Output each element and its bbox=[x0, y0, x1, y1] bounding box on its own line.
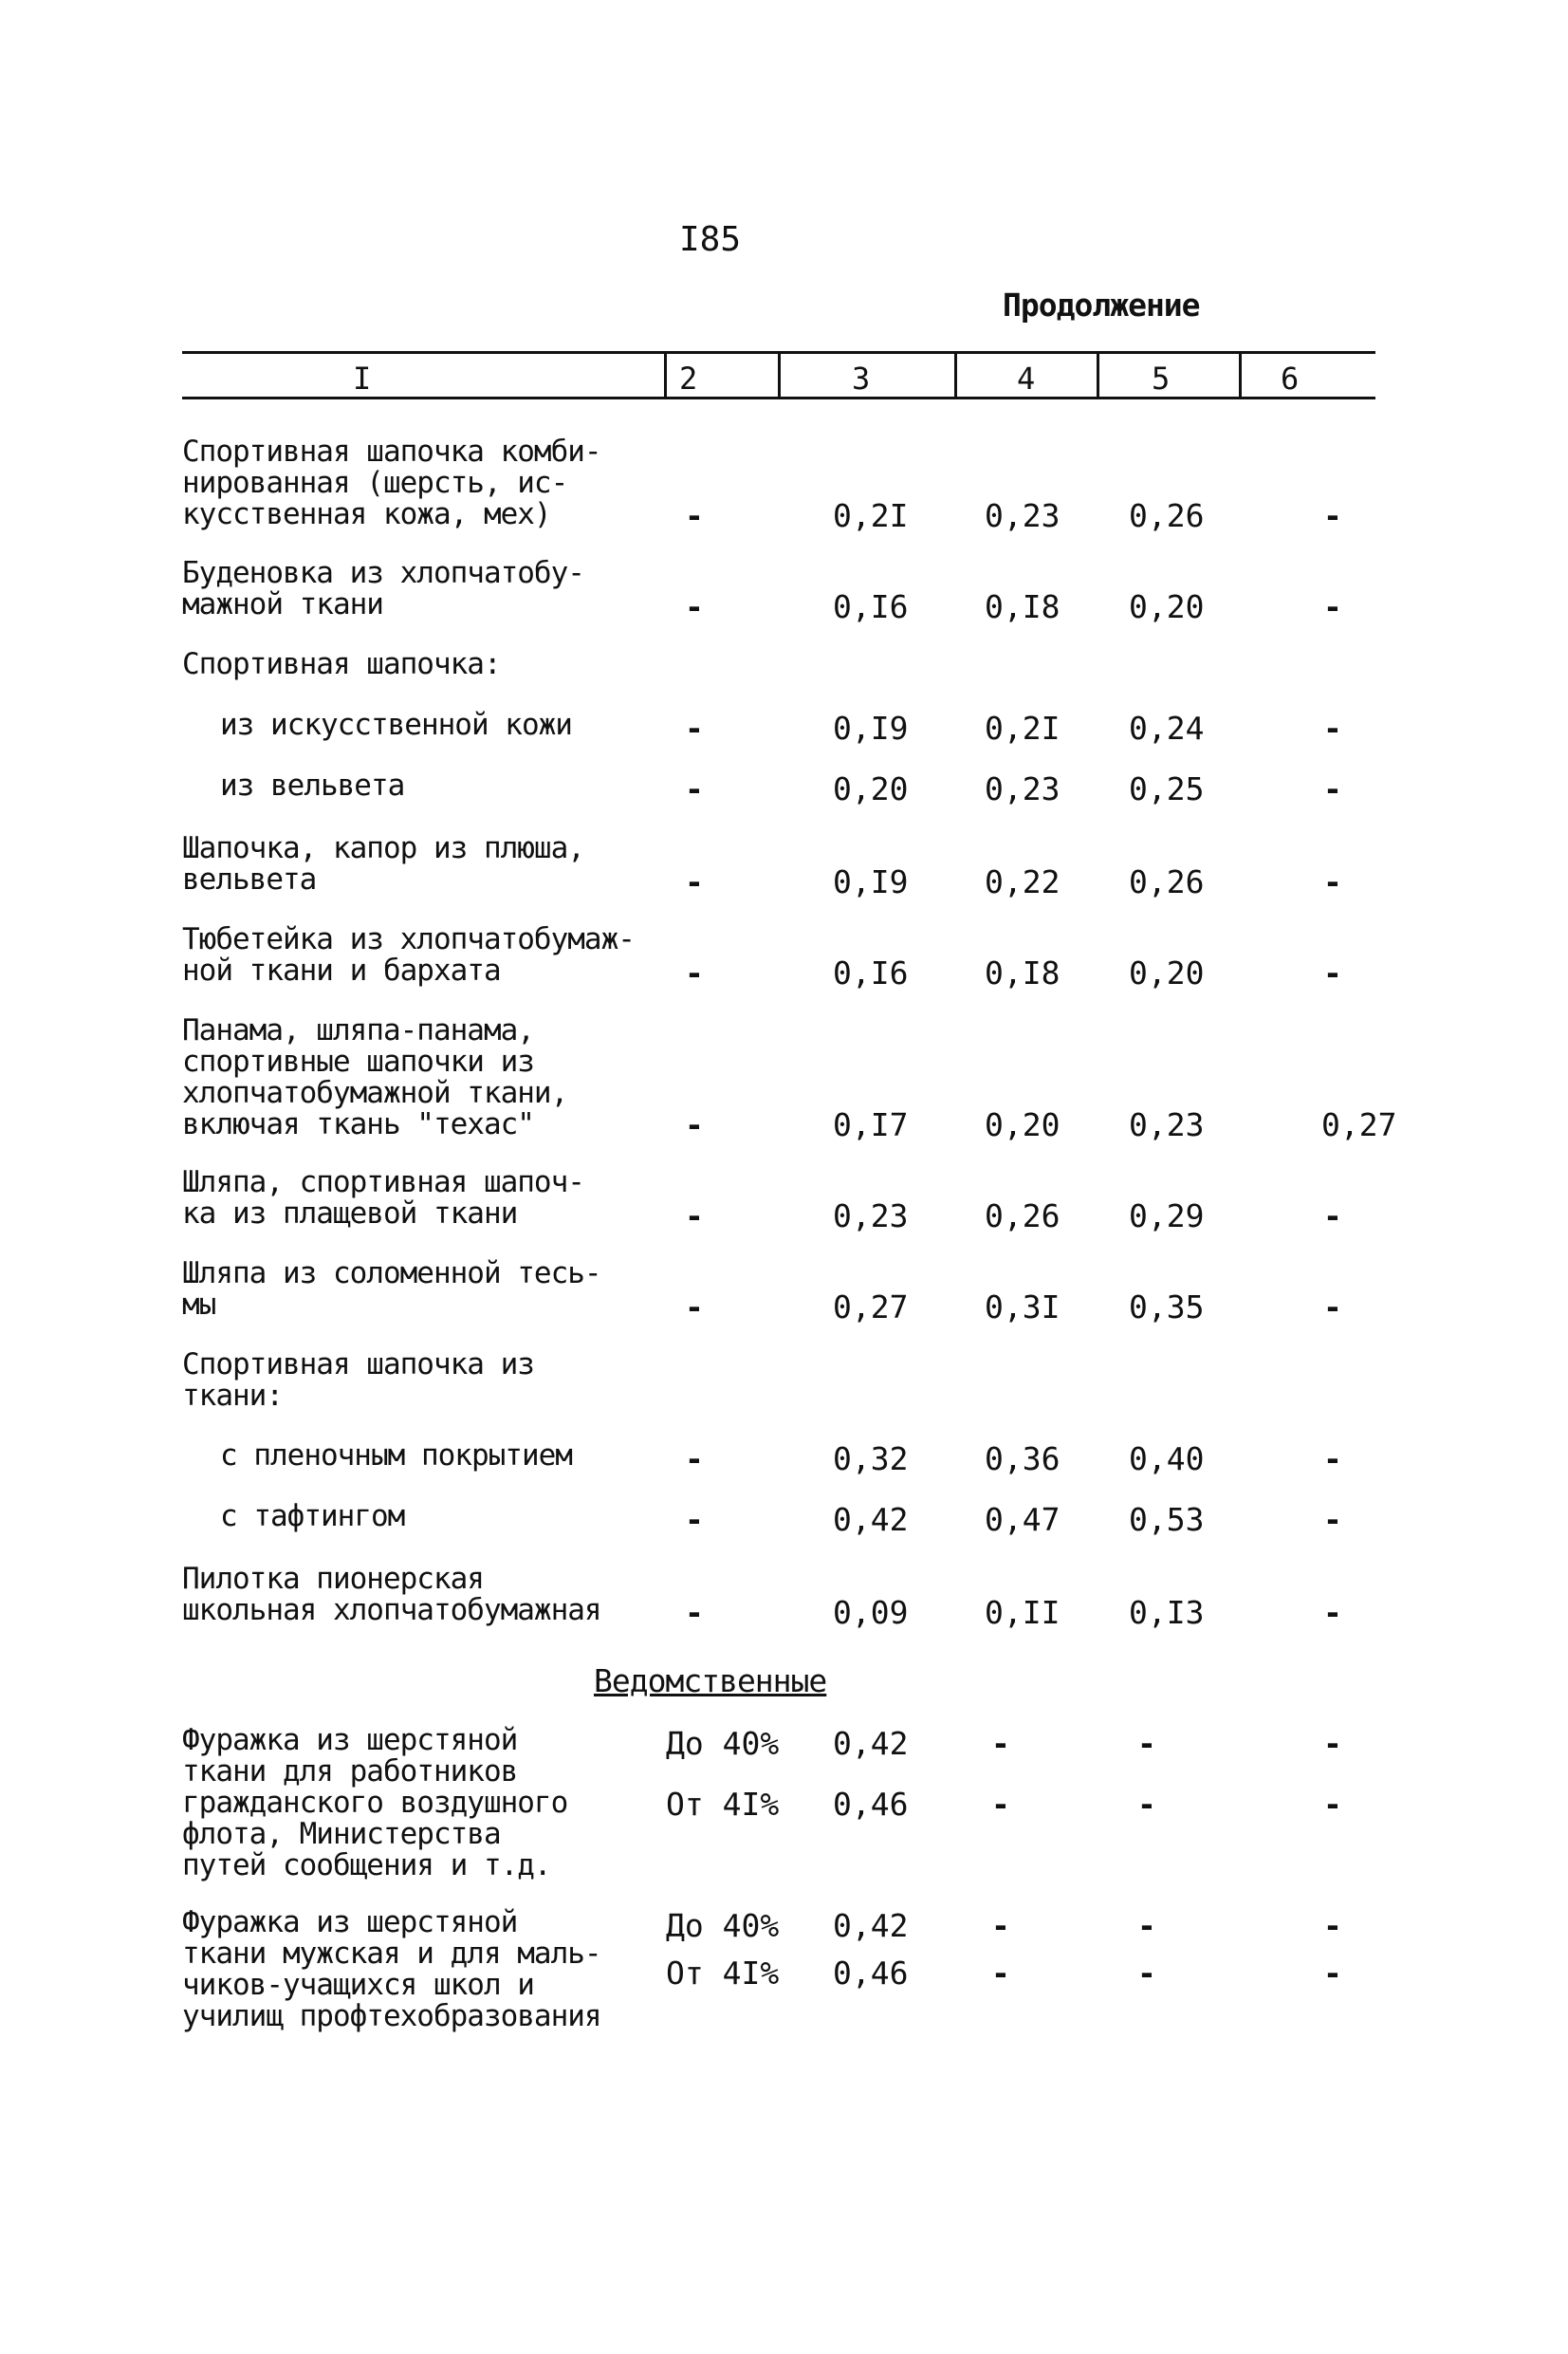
row-cell-col4: 0,23 bbox=[985, 770, 1061, 807]
section-cell-col4: - bbox=[991, 1955, 1010, 1992]
section-cell-col6: - bbox=[1323, 1786, 1342, 1823]
row-cell-col5: 0,20 bbox=[1129, 588, 1205, 625]
column-header-4: 4 bbox=[1017, 361, 1036, 397]
row-cell-col3: 0,I7 bbox=[833, 1106, 909, 1143]
row-cell-col4: 0,2I bbox=[985, 710, 1061, 747]
section-cell-col3: 0,42 bbox=[833, 1907, 909, 1944]
row-cell-col3: 0,42 bbox=[833, 1501, 909, 1538]
row-label: с тафтингом bbox=[220, 1499, 405, 1533]
row-cell-col3: 0,20 bbox=[833, 770, 909, 807]
column-header-5: 5 bbox=[1152, 361, 1171, 397]
row-cell-col3: 0,09 bbox=[833, 1594, 909, 1631]
section-cell-col3: 0,42 bbox=[833, 1725, 909, 1762]
row-cell-col6: - bbox=[1323, 588, 1342, 625]
row-cell-col2: - bbox=[685, 497, 704, 534]
row-label: с пленочным покрытием bbox=[220, 1438, 572, 1473]
row-cell-col6: - bbox=[1323, 863, 1342, 900]
row-label: Пилотка пионерская школьная хлопчатобумажная bbox=[182, 1562, 601, 1627]
section-cell-col5: - bbox=[1137, 1907, 1156, 1944]
row-label: Буденовка из хлопчатобу- мажной ткани bbox=[182, 556, 584, 621]
section-cell-col5: - bbox=[1137, 1955, 1156, 1992]
row-cell-col6: - bbox=[1323, 710, 1342, 747]
row-cell-col6: - bbox=[1323, 1501, 1342, 1538]
section-row-label: Фуражка из шерстяной ткани мужская и для маль- чиков-учащихся школ и училищ профтехобразования bbox=[182, 1905, 601, 2033]
row-cell-col4: 0,II bbox=[985, 1594, 1061, 1631]
row-label: Шапочка, капор из плюша, вельвета bbox=[182, 831, 584, 897]
row-cell-col4: 0,36 bbox=[985, 1440, 1061, 1477]
row-cell-col4: 0,I8 bbox=[985, 955, 1061, 992]
section-cell-col3: 0,46 bbox=[833, 1786, 909, 1823]
header-divider-2 bbox=[778, 351, 781, 399]
row-cell-col6: - bbox=[1323, 770, 1342, 807]
row-cell-col2: - bbox=[685, 1440, 704, 1477]
row-cell-col5: 0,23 bbox=[1129, 1106, 1205, 1143]
row-cell-col2: - bbox=[685, 770, 704, 807]
row-cell-col3: 0,23 bbox=[833, 1197, 909, 1234]
header-divider-1 bbox=[664, 351, 667, 399]
row-cell-col5: 0,20 bbox=[1129, 955, 1205, 992]
row-cell-col4: 0,26 bbox=[985, 1197, 1061, 1234]
column-header-2: 2 bbox=[679, 361, 698, 397]
row-label: Тюбетейка из хлопчатобумаж- ной ткани и бархата bbox=[182, 922, 635, 988]
row-cell-col5: 0,26 bbox=[1129, 497, 1205, 534]
row-cell-col4: 0,22 bbox=[985, 863, 1061, 900]
row-cell-col6: - bbox=[1323, 1288, 1342, 1325]
section-row-label: Фуражка из шерстяной ткани для работников гражданского воздушного флота, Министерства путей сообщения и т.д. bbox=[182, 1723, 568, 1882]
row-cell-col2: - bbox=[685, 863, 704, 900]
row-label: Спортивная шапочка комби- нированная (шерсть, ис- кусственная кожа, мех) bbox=[182, 435, 601, 531]
row-cell-col2: - bbox=[685, 1106, 704, 1143]
row-cell-col6: 0,27 bbox=[1321, 1106, 1397, 1143]
column-header-6: 6 bbox=[1281, 361, 1300, 397]
row-cell-col6: - bbox=[1323, 1594, 1342, 1631]
row-cell-col4: 0,20 bbox=[985, 1106, 1061, 1143]
section-cell-col2: До 40% bbox=[666, 1907, 780, 1944]
row-label: из искусственной кожи bbox=[220, 708, 572, 742]
section-cell-col6: - bbox=[1323, 1955, 1342, 1992]
row-cell-col5: 0,40 bbox=[1129, 1440, 1205, 1477]
row-label: Спортивная шапочка: bbox=[182, 647, 501, 681]
section-cell-col2: От 4I% bbox=[666, 1955, 780, 1992]
row-cell-col4: 0,3I bbox=[985, 1288, 1061, 1325]
row-cell-col4: 0,I8 bbox=[985, 588, 1061, 625]
row-cell-col2: - bbox=[685, 1501, 704, 1538]
row-cell-col3: 0,I6 bbox=[833, 588, 909, 625]
row-cell-col6: - bbox=[1323, 497, 1342, 534]
page-number: I85 bbox=[679, 220, 742, 259]
section-cell-col2: До 40% bbox=[666, 1725, 780, 1762]
row-cell-col3: 0,I9 bbox=[833, 863, 909, 900]
section-cell-col6: - bbox=[1323, 1725, 1342, 1762]
row-cell-col3: 0,27 bbox=[833, 1288, 909, 1325]
column-header-1: I bbox=[353, 361, 372, 397]
row-cell-col2: - bbox=[685, 1197, 704, 1234]
row-cell-col2: - bbox=[685, 1594, 704, 1631]
row-label: Спортивная шапочка из ткани: bbox=[182, 1347, 534, 1413]
row-cell-col5: 0,24 bbox=[1129, 710, 1205, 747]
row-label: из вельвета bbox=[220, 769, 405, 803]
row-label: Шляпа, спортивная шапоч- ка из плащевой ткани bbox=[182, 1165, 584, 1231]
column-header-3: 3 bbox=[852, 361, 871, 397]
row-cell-col4: 0,23 bbox=[985, 497, 1061, 534]
row-cell-col6: - bbox=[1323, 1440, 1342, 1477]
header-divider-5 bbox=[1239, 351, 1242, 399]
header-divider-3 bbox=[954, 351, 957, 399]
section-cell-col4: - bbox=[991, 1907, 1010, 1944]
row-cell-col2: - bbox=[685, 1288, 704, 1325]
section-cell-col4: - bbox=[991, 1725, 1010, 1762]
section-cell-col5: - bbox=[1137, 1786, 1156, 1823]
row-cell-col5: 0,25 bbox=[1129, 770, 1205, 807]
row-cell-col2: - bbox=[685, 588, 704, 625]
header-divider-4 bbox=[1097, 351, 1099, 399]
row-cell-col5: 0,I3 bbox=[1129, 1594, 1205, 1631]
row-cell-col5: 0,29 bbox=[1129, 1197, 1205, 1234]
section-title: Ведомственные bbox=[594, 1662, 827, 1699]
row-cell-col6: - bbox=[1323, 955, 1342, 992]
section-cell-col2: От 4I% bbox=[666, 1786, 780, 1823]
row-cell-col6: - bbox=[1323, 1197, 1342, 1234]
row-cell-col3: 0,I9 bbox=[833, 710, 909, 747]
section-cell-col6: - bbox=[1323, 1907, 1342, 1944]
row-label: Панама, шляпа-панама, спортивные шапочки из хлопчатобумажной ткани, включая ткань "техас" bbox=[182, 1013, 568, 1141]
section-cell-col3: 0,46 bbox=[833, 1955, 909, 1992]
row-cell-col2: - bbox=[685, 955, 704, 992]
row-label: Шляпа из соломенной тесь- мы bbox=[182, 1256, 601, 1322]
continuation-label: Продолжение bbox=[1003, 287, 1200, 324]
row-cell-col2: - bbox=[685, 710, 704, 747]
row-cell-col3: 0,32 bbox=[833, 1440, 909, 1477]
row-cell-col3: 0,2I bbox=[833, 497, 909, 534]
section-cell-col4: - bbox=[991, 1786, 1010, 1823]
section-cell-col5: - bbox=[1137, 1725, 1156, 1762]
row-cell-col3: 0,I6 bbox=[833, 955, 909, 992]
row-cell-col4: 0,47 bbox=[985, 1501, 1061, 1538]
row-cell-col5: 0,53 bbox=[1129, 1501, 1205, 1538]
row-cell-col5: 0,35 bbox=[1129, 1288, 1205, 1325]
row-cell-col5: 0,26 bbox=[1129, 863, 1205, 900]
